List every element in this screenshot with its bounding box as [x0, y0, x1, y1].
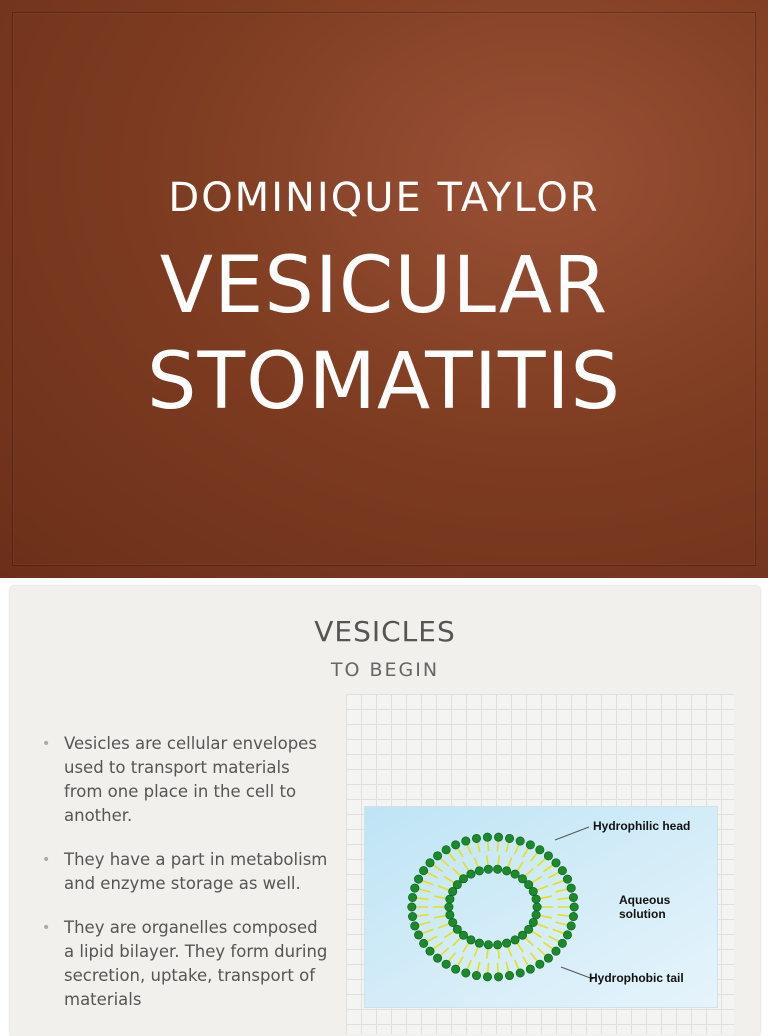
title-line-1: VESICULAR: [159, 241, 609, 331]
label-hydrophilic-head: Hydrophilic head: [593, 819, 691, 833]
vesicles-slide: [10, 586, 760, 1036]
vesicle-diagram: [364, 806, 718, 1008]
label-aqueous: Aqueous: [619, 893, 671, 907]
bullet-item: [40, 848, 330, 896]
bullet-text: They are organelles composed a lipid bilayer. They form during secretion, uptake, transport of materials: [64, 918, 328, 1009]
bullet-item: [40, 732, 330, 828]
bullet-dot-icon: •: [42, 852, 51, 868]
slide2-subtitle: TO BEGIN: [330, 659, 440, 681]
bullet-text: They have a part in metabolism and enzyme storage as well.: [64, 850, 328, 893]
label-hydrophobic-tail: Hydrophobic tail: [589, 971, 684, 985]
author-name: DOMINIQUE TAYLOR: [168, 175, 600, 221]
slide2-title: VESICLES: [314, 615, 456, 648]
bullet-item: [40, 916, 330, 1012]
bullet-dot-icon: •: [42, 736, 51, 752]
bullet-list: [40, 732, 330, 1032]
bullet-text: Vesicles are cellular envelopes used to transport materials from one place in the cell to another.: [64, 734, 317, 825]
label-solution: solution: [619, 907, 666, 921]
slide-title: [0, 238, 768, 430]
bullet-dot-icon: •: [42, 920, 51, 936]
slide-gap: [0, 578, 768, 586]
title-line-2: STOMATITIS: [147, 337, 621, 427]
